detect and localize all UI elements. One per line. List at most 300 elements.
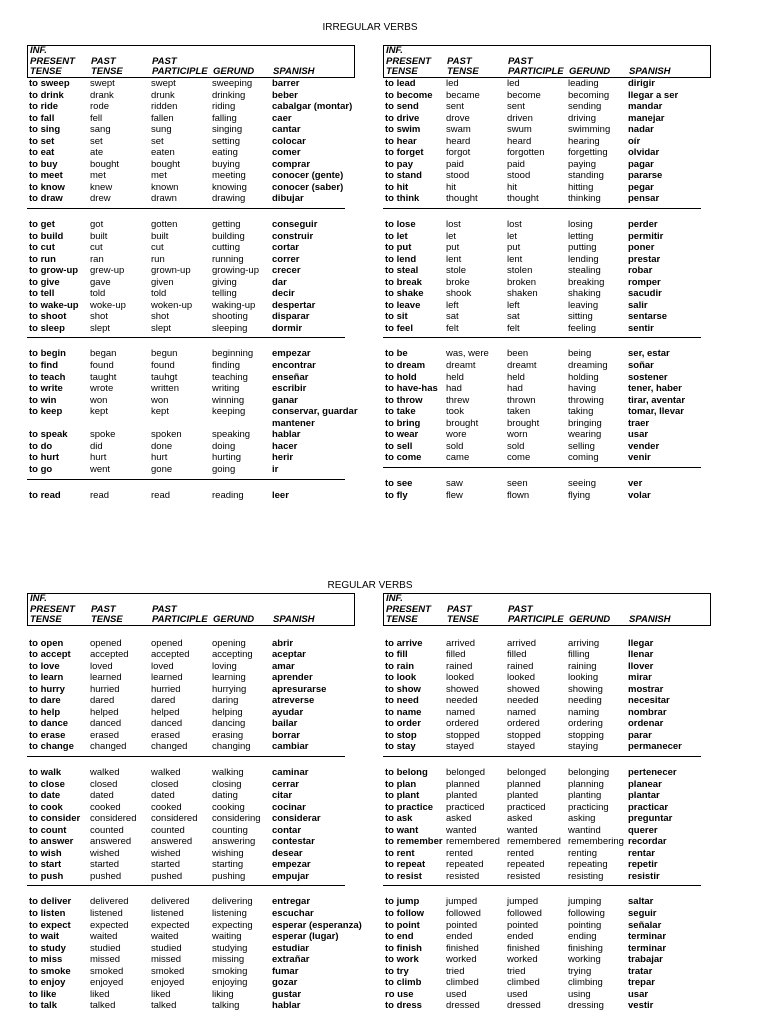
spanish-cell: conseguir	[272, 219, 318, 231]
verb-group	[27, 638, 355, 753]
past-participle-cell: asked	[507, 813, 533, 825]
spanish-cell: poner	[628, 242, 655, 254]
past-tense-cell: felt	[446, 322, 459, 334]
spanish-cell: resistir	[628, 870, 660, 882]
gerund-cell: feeling	[568, 322, 596, 334]
past-tense-cell: helped	[90, 706, 119, 718]
infinitive-cell: to send	[385, 101, 419, 113]
infinitive-cell: to love	[29, 660, 60, 672]
past-tense-cell: opened	[90, 637, 122, 649]
spanish-cell: decir	[272, 288, 295, 300]
spanish-cell: tomar, llevar	[628, 406, 684, 418]
past-participle-cell: hit	[507, 181, 518, 193]
past-participle-cell: given	[151, 276, 174, 288]
past-participle-cell: missed	[151, 954, 182, 966]
past-tense-cell: flew	[446, 489, 463, 501]
group-divider	[383, 208, 701, 209]
spanish-cell: conocer (gente)	[272, 170, 344, 182]
group-divider	[27, 208, 345, 209]
verb-row	[383, 478, 711, 490]
past-tense-cell: swept	[90, 78, 115, 89]
verb-row	[383, 406, 711, 418]
past-tense-cell: missed	[90, 954, 121, 966]
gerund-cell: loving	[212, 660, 237, 672]
infinitive-cell: to rain	[385, 660, 415, 672]
infinitive-cell: to fall	[29, 112, 55, 124]
infinitive-cell: to show	[385, 683, 421, 695]
gerund-cell: speaking	[212, 429, 251, 441]
past-tense-cell: learned	[90, 672, 122, 684]
past-tense-cell: lent	[446, 253, 462, 265]
verb-row	[27, 219, 355, 231]
infinitive-cell: to drive	[385, 112, 420, 124]
past-tense-cell: woke-up	[90, 299, 126, 311]
infinitive-cell: to talk	[29, 1000, 57, 1012]
past-tense-cell: drank	[90, 89, 114, 101]
spanish-cell: enseñar	[272, 371, 309, 383]
verb-row	[383, 219, 711, 231]
gerund-cell: asking	[568, 813, 596, 825]
gerund-cell: hurrying	[212, 683, 247, 695]
infinitive-cell: to sing	[29, 124, 61, 136]
infinitive-cell: to dance	[29, 718, 69, 730]
header-cell: SPANISH	[629, 614, 671, 625]
spanish-cell: leer	[272, 489, 289, 501]
past-tense-cell: tried	[446, 965, 465, 977]
verb-row	[27, 113, 355, 125]
gerund-cell: erasing	[212, 729, 244, 741]
past-participle-cell: erased	[151, 729, 181, 741]
past-participle-cell: loved	[151, 660, 174, 672]
past-tense-cell: walked	[90, 767, 120, 779]
infinitive-cell: to erase	[29, 729, 66, 741]
infinitive-cell: to get	[29, 219, 55, 231]
spanish-cell: hablar	[272, 1000, 301, 1012]
past-participle-cell: run	[151, 253, 165, 265]
spanish-cell: herir	[272, 452, 294, 464]
past-participle-cell: stayed	[507, 741, 535, 753]
past-tense-cell: planned	[446, 778, 480, 790]
past-participle-cell: named	[507, 706, 537, 718]
past-tense-cell: sang	[90, 124, 111, 136]
gerund-cell: hearing	[568, 135, 600, 147]
past-participle-cell: met	[151, 170, 167, 182]
past-tense-cell: erased	[90, 729, 120, 741]
verb-row	[383, 802, 711, 814]
gerund-cell: talking	[212, 1000, 240, 1012]
irregular-verbs-left-table	[27, 45, 358, 501]
gerund-cell: changing	[212, 741, 251, 753]
infinitive-cell: to pay	[385, 158, 413, 170]
spanish-cell: pertenecer	[628, 767, 677, 779]
past-tense-cell: filled	[446, 649, 466, 661]
infinitive-cell: to forget	[385, 147, 424, 159]
past-participle-cell: practiced	[507, 801, 546, 813]
group-divider	[27, 337, 345, 338]
infinitive-cell: to meet	[29, 170, 63, 182]
past-tense-cell: dreamt	[446, 360, 476, 372]
gerund-cell: leading	[568, 78, 599, 89]
spanish-cell: ir	[272, 463, 279, 475]
gerund-cell: hurting	[212, 452, 242, 464]
infinitive-cell: to cut	[29, 242, 55, 254]
past-participle-cell: read	[151, 489, 171, 501]
spanish-cell: nombrar	[628, 706, 667, 718]
verb-row	[27, 101, 355, 113]
past-participle-cell: put	[507, 242, 521, 254]
spanish-cell: pensar	[628, 193, 660, 205]
verb-group	[27, 896, 362, 1012]
verb-row	[27, 429, 355, 441]
spanish-cell: cambiar	[272, 741, 309, 753]
spanish-cell: bailar	[272, 718, 298, 730]
past-participle-cell: hurt	[151, 452, 168, 464]
spanish-cell: citar	[272, 790, 293, 802]
gerund-cell: ordering	[568, 718, 603, 730]
past-tense-cell: was, were	[446, 348, 489, 360]
gerund-cell: practicing	[568, 801, 609, 813]
past-tense-cell: counted	[90, 824, 124, 836]
spanish-cell: pararse	[628, 170, 663, 182]
past-participle-cell: stolen	[507, 265, 533, 277]
spanish-cell: saltar	[628, 896, 654, 908]
spanish-cell: ordenar	[628, 718, 664, 730]
spanish-cell: cabalgar (montar)	[272, 101, 353, 113]
spanish-cell: hablar	[272, 429, 301, 441]
past-tense-cell: ran	[90, 253, 104, 265]
gerund-cell: stealing	[568, 265, 601, 277]
gerund-cell: throwing	[568, 394, 604, 406]
group-divider	[27, 479, 345, 480]
verb-row	[27, 813, 355, 825]
past-participle-cell: left	[507, 299, 520, 311]
past-tense-cell: stopped	[446, 729, 480, 741]
past-tense-cell: thought	[446, 193, 478, 205]
past-participle-cell: woken-up	[151, 299, 193, 311]
past-participle-cell: ridden	[151, 101, 178, 113]
gerund-cell: coming	[568, 452, 599, 464]
gerund-cell: falling	[212, 112, 237, 124]
header-cell: INF. PRESENT TENSE	[30, 45, 75, 77]
verb-row	[383, 101, 711, 113]
past-tense-cell: repeated	[446, 859, 484, 871]
infinitive-cell: to run	[29, 253, 56, 265]
verb-row	[27, 124, 355, 136]
past-tense-cell: climbed	[446, 977, 479, 989]
past-participle-cell: finished	[507, 942, 540, 954]
past-participle-cell: looked	[507, 672, 535, 684]
infinitive-cell: to go	[29, 463, 53, 475]
infinitive-cell: to give	[29, 276, 60, 288]
gerund-cell: climbing	[568, 977, 603, 989]
verb-group	[27, 490, 355, 502]
gerund-cell: using	[568, 988, 591, 1000]
past-participle-cell: learned	[151, 672, 183, 684]
verb-row	[383, 813, 711, 825]
verb-row	[27, 193, 355, 205]
infinitive-cell: to expect	[29, 919, 71, 931]
past-participle-cell: resisted	[507, 870, 541, 882]
spanish-cell: borrar	[272, 729, 300, 741]
infinitive-cell: to shoot	[29, 311, 67, 323]
spanish-cell: empujar	[272, 870, 309, 882]
regular-verbs-left-table	[27, 593, 362, 1012]
spanish-cell: pagar	[628, 158, 654, 170]
gerund-cell: sweeping	[212, 78, 253, 89]
verb-row	[383, 977, 711, 989]
spanish-cell: manejar	[628, 112, 665, 124]
gerund-cell: following	[568, 908, 605, 920]
verb-row	[383, 113, 711, 125]
spanish-cell: pegar	[628, 181, 654, 193]
spanish-cell: mostrar	[628, 683, 664, 695]
infinitive-cell: to open	[29, 637, 64, 649]
verb-row	[27, 395, 355, 407]
past-participle-cell: arrived	[507, 637, 537, 649]
verb-row	[27, 78, 355, 90]
verb-row	[383, 741, 711, 753]
verb-row	[383, 288, 711, 300]
gerund-cell: doing	[212, 440, 236, 452]
infinitive-cell: to sleep	[29, 322, 65, 334]
spanish-cell: tratar	[628, 965, 653, 977]
verb-group	[383, 896, 711, 1011]
infinitive-cell: to start	[29, 859, 62, 871]
past-participle-cell: showed	[507, 683, 540, 695]
past-participle-cell: come	[507, 452, 531, 464]
past-tense-cell: spoke	[90, 429, 116, 441]
past-tense-cell: loved	[90, 660, 113, 672]
spanish-cell: disparar	[272, 311, 310, 323]
past-tense-cell: won	[90, 394, 108, 406]
past-tense-cell: ordered	[446, 718, 479, 730]
spanish-cell: dirigir	[628, 78, 655, 89]
infinitive-cell: to like	[29, 988, 57, 1000]
verb-row	[383, 277, 711, 289]
infinitive-cell: to finish	[385, 942, 422, 954]
spanish-cell: prestar	[628, 253, 661, 265]
spanish-cell: comprar	[272, 158, 311, 170]
verb-row	[27, 231, 355, 243]
past-participle-cell: begun	[151, 348, 178, 360]
gerund-cell: waiting	[212, 931, 242, 943]
past-participle-cell: told	[151, 288, 167, 300]
past-participle-cell: driven	[507, 112, 533, 124]
spanish-cell: señalar	[628, 919, 662, 931]
past-participle-cell: walked	[151, 767, 181, 779]
gerund-cell: singing	[212, 124, 243, 136]
past-participle-cell: won	[151, 394, 169, 406]
gerund-cell: forgetting	[568, 147, 608, 159]
infinitive-cell: to help	[29, 706, 61, 718]
past-participle-cell: jumped	[507, 896, 539, 908]
spanish-cell: crecer	[272, 265, 301, 277]
past-participle-cell: rained	[507, 660, 534, 672]
past-tense-cell: taught	[90, 371, 117, 383]
gerund-cell: repeating	[568, 859, 608, 871]
verb-row	[383, 672, 711, 684]
past-tense-cell: let	[446, 230, 457, 242]
verb-row	[27, 242, 355, 254]
spanish-cell: sentir	[628, 322, 654, 334]
infinitive-cell: to know	[29, 181, 65, 193]
verb-row	[383, 395, 711, 407]
gerund-cell: dressing	[568, 1000, 604, 1012]
infinitive-cell: to buy	[29, 158, 58, 170]
spanish-cell: tirar, aventar	[628, 394, 686, 406]
spanish-cell: cocinar	[272, 801, 306, 813]
infinitive-cell: to hurt	[29, 452, 60, 464]
verb-row	[383, 490, 711, 502]
spanish-cell: repetir	[628, 859, 658, 871]
infinitive-cell: to jump	[385, 896, 420, 908]
past-participle-cell: become	[507, 89, 541, 101]
infinitive-cell: to enjoy	[29, 977, 66, 989]
past-participle-cell: counted	[151, 824, 185, 836]
past-participle-cell: stood	[507, 170, 531, 182]
infinitive-cell: to repeat	[385, 859, 426, 871]
verb-row	[383, 920, 711, 932]
gerund-cell: expecting	[212, 919, 253, 931]
infinitive-cell: to order	[385, 718, 421, 730]
past-participle-cell: dressed	[507, 1000, 541, 1012]
past-participle-cell: stopped	[507, 729, 541, 741]
infinitive-cell: to look	[385, 672, 417, 684]
gerund-cell: renting	[568, 847, 598, 859]
gerund-cell: finding	[212, 360, 240, 372]
past-tense-cell: dressed	[446, 1000, 480, 1012]
past-participle-cell: drunk	[151, 89, 175, 101]
infinitive-cell: to lose	[385, 219, 416, 231]
verb-row	[27, 90, 355, 102]
past-tense-cell: paid	[446, 158, 464, 170]
verb-row	[27, 277, 355, 289]
past-tense-cell: did	[90, 440, 103, 452]
past-tense-cell: hit	[446, 181, 457, 193]
past-participle-cell: liked	[151, 988, 171, 1000]
spanish-cell: trepar	[628, 977, 655, 989]
infinitive-cell: to swim	[385, 124, 421, 136]
infinitive-cell: to eat	[29, 147, 55, 159]
regular-verbs-title: REGULAR VERBS	[327, 580, 413, 591]
past-participle-cell: followed	[507, 908, 542, 920]
infinitive-cell: to have-has	[385, 383, 438, 395]
spanish-cell: oír	[628, 135, 641, 147]
infinitive-cell: to hold	[385, 371, 417, 383]
spanish-cell: traer	[628, 417, 650, 429]
header-cell: PAST TENSE	[91, 55, 123, 77]
past-tense-cell: sold	[446, 440, 464, 452]
infinitive-cell: to consider	[29, 813, 81, 825]
group-divider	[383, 756, 701, 757]
infinitive-cell: to read	[29, 489, 61, 501]
gerund-cell: answering	[212, 836, 256, 848]
spanish-cell: permitir	[628, 230, 664, 242]
past-participle-cell: gone	[151, 463, 173, 475]
gerund-cell: meeting	[212, 170, 246, 182]
past-tense-cell: grew-up	[90, 265, 125, 277]
verb-row	[27, 452, 355, 464]
verb-row	[383, 242, 711, 254]
infinitive-cell: to study	[29, 942, 66, 954]
infinitive-cell: to come	[385, 452, 422, 464]
verb-row	[27, 441, 355, 453]
verb-row	[27, 848, 355, 860]
infinitive-cell: to belong	[385, 767, 428, 779]
gerund-cell: showing	[568, 683, 603, 695]
verb-row	[383, 836, 711, 848]
verb-row	[383, 182, 711, 194]
verb-row	[383, 124, 711, 136]
past-tense-cell: drove	[446, 112, 470, 124]
gerund-cell: raining	[568, 660, 597, 672]
gerund-cell: being	[568, 348, 592, 360]
gerund-cell: enjoying	[212, 977, 248, 989]
spanish-cell: salir	[628, 299, 648, 311]
past-participle-cell: shot	[151, 311, 169, 323]
gerund-cell: paying	[568, 158, 596, 170]
verb-row	[27, 490, 355, 502]
spanish-cell: ayudar	[272, 706, 304, 718]
gerund-cell: setting	[212, 135, 240, 147]
verb-row	[27, 288, 355, 300]
past-participle-cell: enjoyed	[151, 977, 185, 989]
verb-row	[27, 418, 355, 430]
past-tense-cell: changed	[90, 741, 127, 753]
gerund-cell: needing	[568, 695, 602, 707]
past-tense-cell: lost	[446, 219, 461, 231]
infinitive-cell: to cook	[29, 801, 63, 813]
header-cell: GERUND	[569, 614, 611, 625]
verb-row	[27, 147, 355, 159]
verb-row	[27, 977, 355, 989]
header-cell: PAST PARTICIPLE	[152, 603, 208, 625]
past-participle-cell: filled	[507, 649, 527, 661]
verb-row	[383, 90, 711, 102]
past-participle-cell: found	[151, 360, 175, 372]
verb-row	[383, 684, 711, 696]
infinitive-cell: to wish	[29, 847, 62, 859]
past-participle-cell: built	[151, 230, 169, 242]
past-participle-cell: lost	[507, 219, 522, 231]
past-tense-cell: hurt	[90, 452, 107, 464]
gerund-cell: remembering	[568, 836, 624, 848]
verb-row	[383, 779, 711, 791]
spanish-cell: conocer (saber)	[272, 181, 344, 193]
header-cell: PAST TENSE	[447, 55, 479, 77]
past-participle-cell: closed	[151, 778, 179, 790]
spanish-cell: gustar	[272, 988, 302, 1000]
verb-row	[27, 966, 355, 978]
verb-row	[383, 638, 711, 650]
past-tense-cell: dared	[90, 695, 115, 707]
past-participle-cell: known	[151, 181, 179, 193]
verb-row	[383, 159, 711, 171]
verb-row	[27, 383, 355, 395]
verb-row	[383, 825, 711, 837]
past-tense-cell: led	[446, 78, 459, 89]
past-tense-cell: bought	[90, 158, 120, 170]
past-tense-cell: asked	[446, 813, 472, 825]
past-tense-cell: forgot	[446, 147, 471, 159]
verb-row	[383, 136, 711, 148]
spanish-cell: mirar	[628, 672, 652, 684]
spanish-cell: correr	[272, 253, 300, 265]
verb-row	[27, 741, 355, 753]
gerund-cell: buying	[212, 158, 240, 170]
gerund-cell: cooking	[212, 801, 245, 813]
past-participle-cell: cut	[151, 242, 164, 254]
